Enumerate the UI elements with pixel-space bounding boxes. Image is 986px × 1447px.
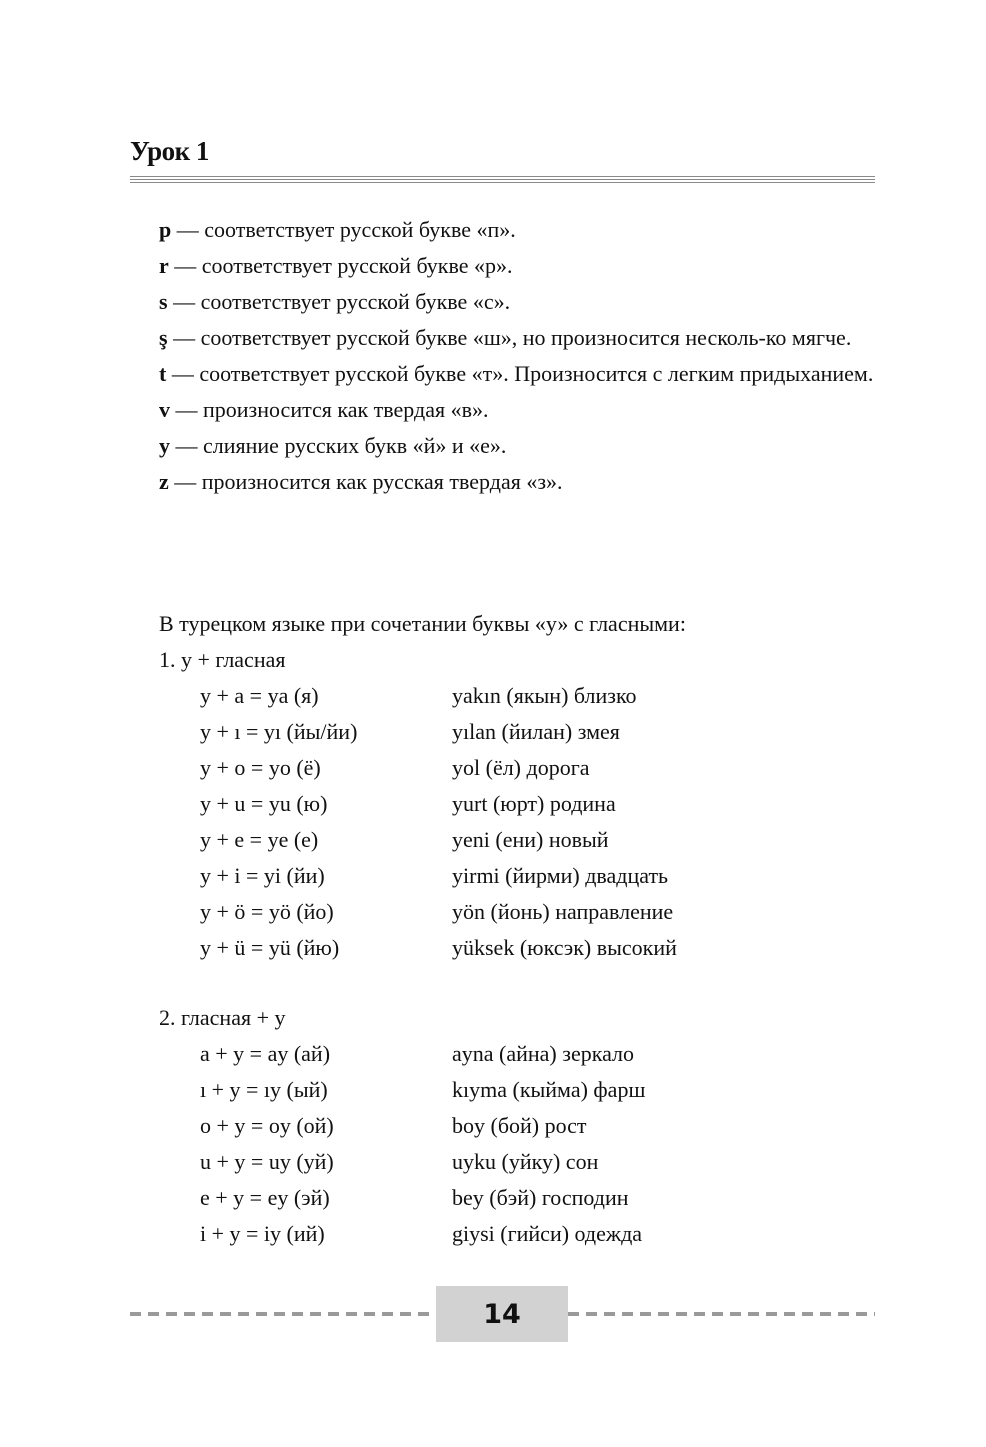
combination-row <box>159 714 875 750</box>
letter-list <box>159 212 875 500</box>
combination-row <box>159 1108 875 1144</box>
example-word: yeni (ени) новый <box>452 827 609 852</box>
letter: r <box>159 253 169 278</box>
combination-formula: ı + y = ıy (ый) <box>200 1077 328 1102</box>
combination-formula: y + a = ya (я) <box>200 683 319 708</box>
letter: p <box>159 217 172 242</box>
letter-entry-t <box>159 356 875 392</box>
letter-entry-s <box>159 284 875 320</box>
combination-formula: y + ö = yö (йо) <box>200 899 334 924</box>
combination-row <box>159 678 875 714</box>
letter-entry-sh <box>159 320 875 356</box>
page-footer <box>130 1286 875 1342</box>
lesson-title: Урок 1 <box>130 136 209 166</box>
combination-formula: u + y = uy (уй) <box>200 1149 334 1174</box>
combination-formula: o + y = oy (ой) <box>200 1113 334 1138</box>
footer-dashed-rule-right <box>568 1312 875 1316</box>
example-word: yakın (якын) близко <box>452 683 637 708</box>
letter-entry-v <box>159 392 875 428</box>
combination-formula: e + y = ey (эй) <box>200 1185 330 1210</box>
intro-paragraph: В турецком языке при сочетании буквы «у» с гласными: <box>159 611 686 636</box>
letter-entry-p <box>159 212 875 248</box>
letter-description: — соответствует русской букве «т». Произносится с легким придыханием. <box>166 361 874 386</box>
example-word: yirmi (йирми) двадцать <box>452 863 669 888</box>
letter-description: — произносится как русская твердая «з». <box>168 469 563 494</box>
combination-row <box>159 930 875 966</box>
combination-row <box>159 786 875 822</box>
combination-formula: a + y = ay (ай) <box>200 1041 331 1066</box>
combination-row <box>159 1180 875 1216</box>
letter-entry-y <box>159 428 875 464</box>
combination-row <box>159 750 875 786</box>
letter-description: — соответствует русской букве «с». <box>167 289 511 314</box>
combination-row <box>159 1036 875 1072</box>
combination-formula: y + ı = yı (йы/йи) <box>200 719 358 744</box>
letter: t <box>159 361 167 386</box>
combination-row <box>159 1144 875 1180</box>
letter-entry-r <box>159 248 875 284</box>
example-word: giysi (гийси) одежда <box>452 1221 643 1246</box>
letter: s <box>159 289 168 314</box>
example-word: bey (бэй) господин <box>452 1185 629 1210</box>
section-vowel-plus-y <box>159 1000 875 1252</box>
example-word: uyku (уйку) сон <box>452 1149 599 1174</box>
example-word: yılan (йилан) змея <box>452 719 620 744</box>
letter: ş <box>159 325 168 350</box>
combination-formula: y + i = yi (йи) <box>200 863 325 888</box>
example-word: kıyma (кыйма) фарш <box>452 1077 646 1102</box>
letter-description: — соответствует русской букве «ш», но произносится несколь-ко мягче. <box>167 325 852 350</box>
page-number: 14 <box>436 1286 568 1342</box>
section-y-plus-vowel <box>159 642 875 966</box>
combination-row <box>159 1072 875 1108</box>
example-word: yön (йонь) направление <box>452 899 674 924</box>
letter: y <box>159 433 170 458</box>
example-word: ayna (айна) зеркало <box>452 1041 635 1066</box>
example-word: yol (ёл) дорога <box>452 755 590 780</box>
combination-row <box>159 858 875 894</box>
letter-description: — произносится как твердая «в». <box>170 397 489 422</box>
letter-description: — соответствует русской букве «п». <box>171 217 516 242</box>
letter-description: — слияние русских букв «й» и «е». <box>170 433 507 458</box>
section-heading: 1. y + гласная <box>159 647 286 672</box>
letter-entry-z <box>159 464 875 500</box>
combination-formula: y + o = yo (ё) <box>200 755 321 780</box>
combination-formula: i + y = iy (ий) <box>200 1221 325 1246</box>
example-word: boy (бой) рост <box>452 1113 587 1138</box>
example-word: yurt (юрт) родина <box>452 791 616 816</box>
example-word: yüksek (юксэк) высокий <box>452 935 677 960</box>
section-heading: 2. гласная + y <box>159 1005 286 1030</box>
combination-formula: y + u = yu (ю) <box>200 791 328 816</box>
letter: v <box>159 397 170 422</box>
combination-row <box>159 1216 875 1252</box>
letter: z <box>159 469 169 494</box>
footer-dashed-rule-left <box>130 1312 435 1316</box>
letter-description: — соответствует русской букве «р». <box>168 253 513 278</box>
combination-formula: y + ü = yü (йю) <box>200 935 340 960</box>
header-divider <box>130 176 875 184</box>
combination-formula: y + e = ye (е) <box>200 827 319 852</box>
combination-row <box>159 822 875 858</box>
combination-row <box>159 894 875 930</box>
